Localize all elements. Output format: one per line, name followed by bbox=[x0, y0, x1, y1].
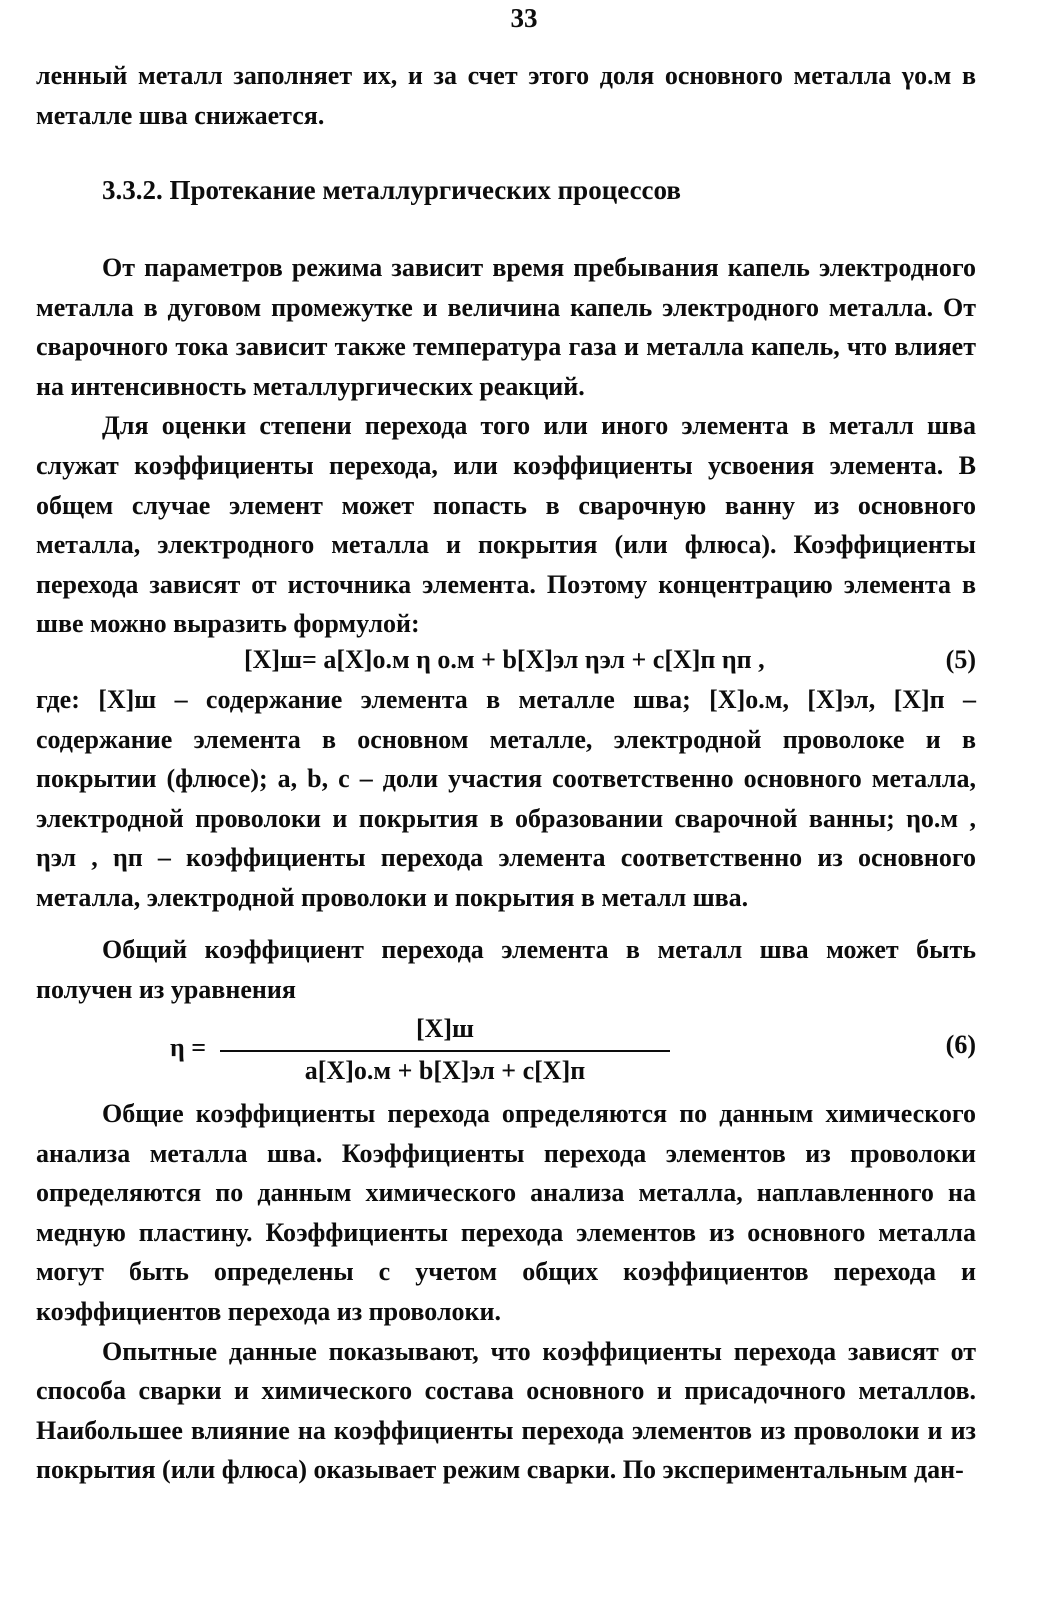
top-paragraph-block bbox=[36, 56, 976, 135]
top-paragraph: ленный металл заполняет их, и за счет этого доля основного металла γо.м в металле шва снижается. bbox=[36, 61, 976, 130]
paragraph-where: где: [X]ш – содержание элемента в металле шва; [X]о.м, [X]эл, [X]п – содержание элемента в основном металле, электродной проволоке и в покрытии (флюсе); a, b, c – доли участия соответственно основного металла, электродной проволоки и покрытия в образовании сварочной ванны; ηо.м , ηэл , ηп – коэффициенты перехода элемента соответственно из основного металла, электродной проволоки и покрытия в металл шва. bbox=[36, 685, 976, 912]
page-number: 33 bbox=[510, 3, 538, 33]
section-heading: 3.3.2. Протекание металлургических процессов bbox=[102, 175, 681, 205]
formula-5-number: (5) bbox=[945, 645, 976, 674]
intro-paragraphs bbox=[36, 248, 976, 644]
bottom-paragraphs bbox=[36, 1094, 976, 1490]
paragraph-coefficients: Для оценки степени перехода того или иного элемента в металл шва служат коэффициенты перехода, или коэффициенты усвоения элемента. В общем случае элемент может попасть в сварочную ванну из основного металла, электродного металла и покрытия (или флюса). Коэффициенты перехода зависят от источника элемента. Поэтому концентрацию элемента в шве можно выразить формулой: bbox=[36, 411, 976, 639]
formula-6-denominator: a[X]о.м + b[X]эл + c[X]п bbox=[304, 1056, 586, 1085]
formula-6-number: (6) bbox=[945, 1030, 976, 1059]
formula-6-fraction bbox=[220, 1010, 670, 1090]
general-block bbox=[36, 930, 976, 1009]
formula-6-numerator: [X]ш bbox=[415, 1014, 475, 1043]
formula-6 bbox=[170, 1010, 976, 1090]
formula-5 bbox=[244, 640, 976, 680]
paragraph-regime: От параметров режима зависит время пребывания капель электродного металла в дуговом промежутке и величина капель электродного металла. От сварочного тока зависит также температура газа и металла капель, что влияет на интенсивность металлургических реакций. bbox=[36, 253, 976, 401]
formula-5-expression: [X]ш= a[X]о.м η о.м + b[X]эл ηэл + c[X]п ηп , bbox=[244, 645, 765, 674]
paragraph-experimental: Опытные данные показывают, что коэффициенты перехода зависят от способа сварки и химического состава основного и присадочного металлов. Наибольшее влияние на коэффициенты перехода элементов из проволоки и из покрытия (или флюса) оказывает режим сварки. По экспериментальным дан- bbox=[36, 1336, 976, 1485]
paragraph-analysis: Общие коэффициенты перехода определяются по данным химического анализа металла шва. Коэффициенты перехода элементов из проволоки определяются по данным химического анализа металла, наплавленного на медную пластину. Коэффициенты перехода элементов из основного металла могут быть определены с учетом общих коэффициентов перехода и коэффициентов перехода из проволоки. bbox=[36, 1099, 976, 1326]
where-block bbox=[36, 680, 976, 918]
paragraph-general-coefficient: Общий коэффициент перехода элемента в металл шва может быть получен из уравнения bbox=[36, 935, 976, 1004]
formula-6-lhs: η = bbox=[170, 1033, 207, 1062]
